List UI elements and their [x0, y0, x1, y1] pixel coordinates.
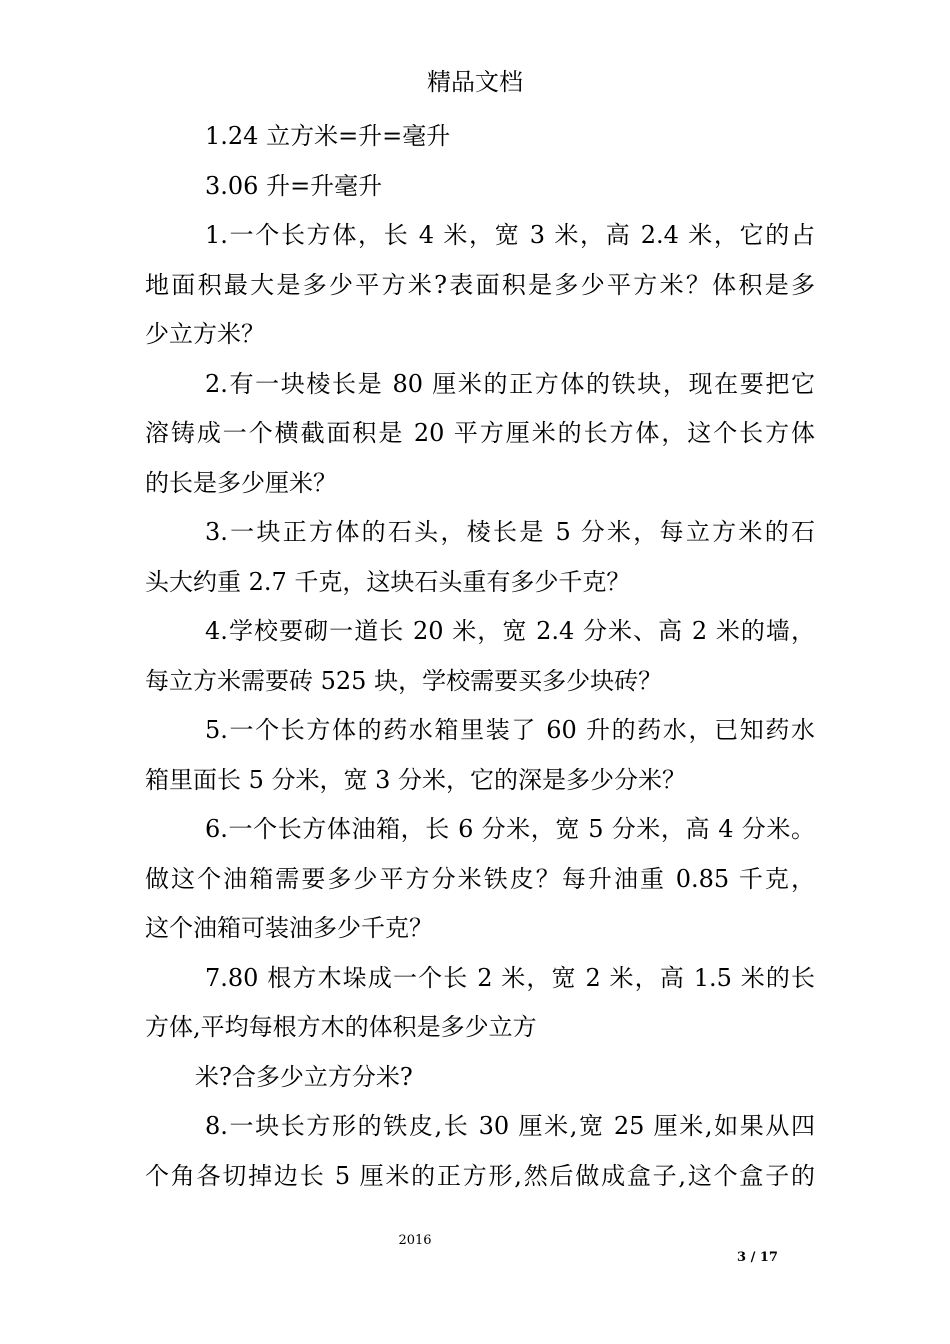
text-line: 3.一块正方体的石头，棱长是 5 分米，每立方米的石	[205, 518, 815, 546]
text-line: 6.一个长方体油箱，长 6 分米，宽 5 分米，高 4 分米。	[205, 815, 815, 843]
text-line: 1.24 立方米=升=毫升	[205, 122, 451, 150]
text-line: 4.学校要砌一道长 20 米，宽 2.4 分米、高 2 米的墙，	[205, 617, 815, 645]
text-line: 1.一个长方体，长 4 米，宽 3 米，高 2.4 米，它的占	[205, 221, 815, 249]
text-line: 米?合多少立方分米?	[195, 1062, 413, 1091]
text-line: 3.06 升=升毫升	[205, 171, 383, 200]
text-line: 2.有一块棱长是 80 厘米的正方体的铁块，现在要把它	[205, 369, 815, 398]
document-body	[145, 112, 815, 1201]
text-line: 头大约重 2.7 千克，这块石头重有多少千克？	[145, 567, 631, 596]
text-line: 方体,平均每根方木的体积是多少立方	[145, 1013, 537, 1041]
text-line: 7.80 根方木垛成一个长 2 米，宽 2 米，高 1.5 米的长	[205, 963, 815, 992]
text-line: 溶铸成一个横截面积是 20 平方厘米的长方体，这个长方体	[145, 419, 815, 447]
text-line: 8.一块长方形的铁皮,长 30 厘米,宽 25 厘米,如果从四	[205, 1112, 815, 1140]
text-line: 少立方米？	[145, 320, 265, 348]
text-line: 地面积最大是多少平方米?表面积是多少平方米？体积是多	[145, 270, 815, 299]
text-line: 箱里面长 5 分米，宽 3 分米，它的深是多少分米？	[145, 765, 687, 794]
text-line: 的长是多少厘米？	[145, 468, 337, 497]
page-header-title: 精品文档	[427, 68, 523, 96]
text-line: 这个油箱可装油多少千克？	[145, 914, 433, 942]
text-line: 个角各切掉边长 5 厘米的正方形,然后做成盒子,这个盒子的	[145, 1161, 815, 1190]
page-number: 3 / 17	[737, 1250, 778, 1265]
footer-year: 2016	[398, 1233, 432, 1248]
text-line: 做这个油箱需要多少平方分米铁皮？每升油重 0.85 千克，	[145, 864, 815, 893]
text-line: 5.一个长方体的药水箱里装了 60 升的药水，已知药水	[205, 716, 815, 744]
text-line: 每立方米需要砖 525 块，学校需要买多少块砖？	[145, 666, 663, 695]
